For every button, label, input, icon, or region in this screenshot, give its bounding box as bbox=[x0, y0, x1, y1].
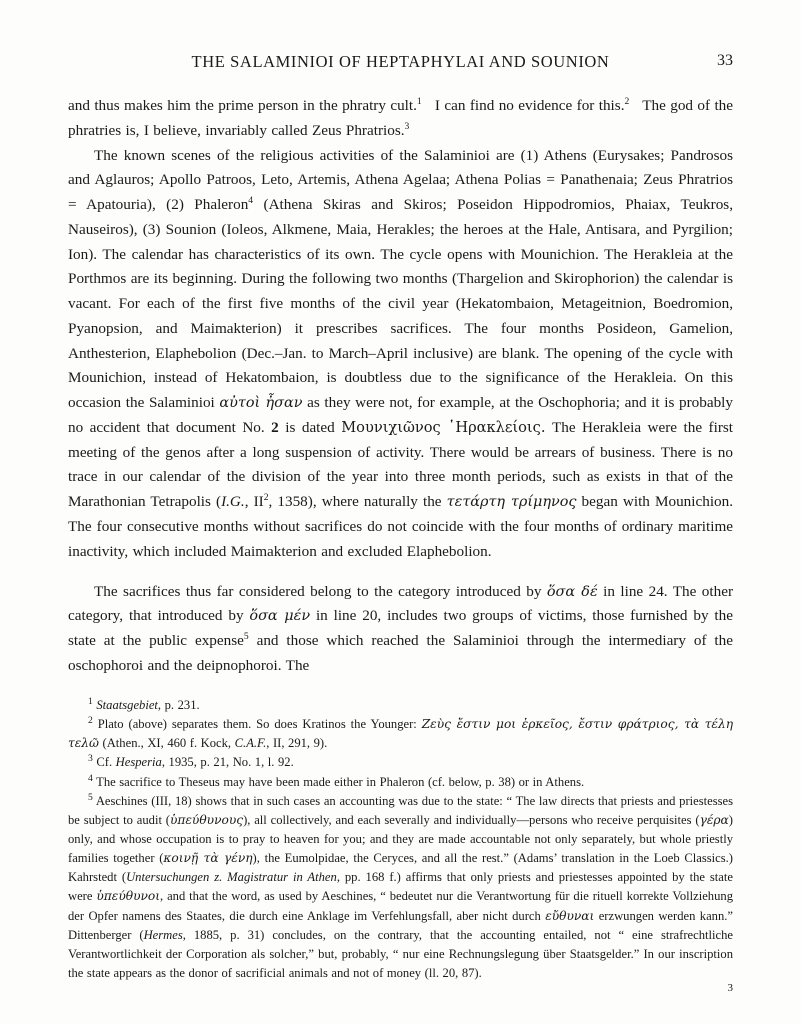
footnote-3-text-a: Cf. bbox=[96, 755, 113, 770]
p2-text-f: , II bbox=[244, 493, 264, 511]
footnote-2-caf: C.A.F. bbox=[234, 736, 267, 751]
footnote-5-text-f: , and that the word, as used by Aeschines, “ bedeutet nur die Verantwortung für die rituell korrekte Vollziehung der Opfer namens des Staates, die durch eine Anklage im Verfehlungsfall, aber nicht durch bbox=[68, 889, 733, 923]
footnote-5-text-e: , pp. 168 f.) affirms that only priests and priestesses appointed by the state were bbox=[68, 870, 733, 904]
footnote-3-hesperia: Hesperia bbox=[115, 755, 162, 770]
footnote-1-text: , p. 231. bbox=[157, 698, 200, 712]
footnote-5-hermes: Hermes bbox=[143, 927, 183, 942]
footnote-2-marker: 2 bbox=[88, 714, 93, 726]
footnote-3-marker: 3 bbox=[88, 753, 93, 765]
footnote-2-text-a: Plato (above) separates them. So does Kratinos the Younger: bbox=[97, 717, 417, 732]
footnote-2-text-b: (Athen., XI, 460 f. Kock, bbox=[102, 736, 232, 751]
footnote-ref-4[interactable]: 4 bbox=[248, 195, 254, 206]
signature-mark: 3 bbox=[727, 982, 733, 994]
footnote-2-greek: Ζεὺς ἔστιν μοι ἑρκεῖος, ἔστιν φράτριος, τὰ τέλη τελῶ bbox=[68, 717, 733, 751]
footnote-5 bbox=[68, 792, 733, 983]
footnotes-block bbox=[68, 690, 733, 983]
greek-autoi-esan: αὐτοὶ ἦσαν bbox=[219, 395, 303, 412]
p2-text-c: as they were not, for example, at the Oschophoria; and it is probably no accident that document No. bbox=[68, 394, 733, 436]
footnote-2 bbox=[68, 715, 733, 753]
p2-text-h: began with Mounichion. The four consecutive months without sacrifices do not coincide with the four months of ordinary maritime inactivity, which included Maimakterion and excluded Elaphebolion. bbox=[68, 493, 734, 560]
greek-hosa-men: ὅσα μέν bbox=[249, 608, 311, 625]
p3-text-c: in line 20, includes two groups of victims, those furnished by the state at the public expense bbox=[68, 607, 733, 650]
greek-hosa-de: ὅσα δέ bbox=[546, 583, 598, 600]
footnote-2-text-c: , II, 291, 9). bbox=[266, 736, 328, 751]
footnote-ref-1[interactable]: 1 bbox=[416, 95, 422, 107]
footnote-5-kahrstedt-title: Untersuchungen z. Magistratur in Athen bbox=[126, 870, 337, 885]
footnote-5-greek-2: γέρα bbox=[699, 812, 729, 827]
p1-text-a: and thus makes him the prime person in the phratry cult. bbox=[68, 97, 417, 114]
footnote-5-text-a: Aeschines (III, 18) shows that in such cases an accounting was due to the state: “ The law directs that priests and priestesses be subject to audit ( bbox=[68, 793, 734, 827]
footnote-5-greek-1: ὑπεύθυνους bbox=[169, 812, 244, 827]
page-header bbox=[68, 52, 733, 72]
p3-text-b: in line 24. The other category, that introduced by bbox=[68, 582, 734, 625]
footnote-5-text-d: ), the Eumolpidae, the Ceryces, and all the rest.” (Adams’ translation in the Loeb Classics.) Kahrstedt ( bbox=[68, 851, 733, 885]
footnote-1-title: Staatsgebiet bbox=[96, 698, 158, 712]
paragraph-2 bbox=[68, 144, 733, 565]
footnote-5-text-b: ), all collectively, and each severally and individually—persons who receive perquisites ( bbox=[243, 812, 700, 827]
p2-text-a: The known scenes of the religious activities of the Salaminioi are (1) Athens (Eurysakes; Pandrosos and Aglauros; Apollo Patroos, Leto, Artemis, Athena Agelaa; Athena Polias = Panathenaia; Zeus Phratrios = Apatouria), (2) Phaleron bbox=[68, 146, 733, 214]
paragraph-3 bbox=[68, 580, 733, 679]
footnote-3 bbox=[68, 753, 733, 772]
greek-tetarte-trimenos: τετάρτη τρίμηνος bbox=[446, 494, 577, 511]
footnote-ref-5[interactable]: 5 bbox=[243, 631, 249, 643]
footnote-5-text-g: erzwungen werden kann.” Dittenberger ( bbox=[68, 908, 733, 942]
p1-text-b: I can find no evidence for this. bbox=[434, 97, 625, 114]
p1-text-c: The god of the phratries is, I believe, invariably called Zeus Phratrios. bbox=[68, 97, 734, 139]
p3-text-a: The sacrifices thus far considered belong to the category introduced by bbox=[94, 582, 542, 600]
footnote-5-greek-4: ὑπεύθυνοι bbox=[96, 889, 161, 904]
greek-mounichionos: Μουνιχιῶνος ῾Ηρακλείοις. bbox=[341, 418, 546, 436]
footnote-5-greek-5: εὔθυναι bbox=[545, 908, 595, 923]
p2-text-e: The Herakleia were the first meeting of the genos after a long suspension of activity. There would be arrears of business. There is no trace in our calendar of the division of the year into three month periods, such as exists in that of the Marathonian Tetrapolis ( bbox=[68, 418, 734, 511]
footnote-ref-3[interactable]: 3 bbox=[404, 120, 410, 132]
running-head: THE SALAMINIOI OF HEPTAPHYLAI AND SOUNION bbox=[191, 52, 610, 71]
citation-ig: I.G. bbox=[221, 493, 245, 511]
citation-superscript: 2 bbox=[263, 492, 269, 504]
footnote-1 bbox=[68, 696, 733, 715]
footnote-5-greek-3: κοινῇ τὰ γένη bbox=[163, 851, 253, 866]
footnote-3-text-b: , 1935, p. 21, No. 1, l. 92. bbox=[161, 755, 294, 770]
paragraph-1 bbox=[68, 94, 733, 144]
p2-text-b: (Athena Skiras and Skiros; Poseidon Hippodromios, Phaiax, Teukros, Nauseiros), (3) Sounion (Ioleos, Alkmene, Maia, Herakles; the heroes at the Hale, Antisara, and Pyrgilion; Ion). The calendar has characteristics of its own. The cycle opens with Mounichion. The Herakleia at the Porthmos are its beginning. During the following two months (Thargelion and Skirophorion) the calendar is vacant. For each of the first five months of the civil year (Hekatombaion, Metageitnion, Boedromion, Pyanopsion, and Maimakterion) it prescribes sacrifices. The four months Posideon, Gamelion, Anthesterion, Elaphebolion (Dec.–Jan. to March–April inclusive) are blank. The opening of the cycle with Mounichion, instead of Hekatombaion, is doubtless due to the significance of the Herakleia. On this occasion the Salaminioi bbox=[68, 196, 733, 412]
footnote-5-marker: 5 bbox=[88, 791, 93, 803]
footnote-1-marker: 1 bbox=[88, 695, 93, 707]
footnote-ref-2[interactable]: 2 bbox=[624, 95, 630, 107]
footnote-5-text-c: ) only, and whose occupation is to pray to heaven for you; and they are made accountable not only separately, but whole priestly families together ( bbox=[68, 812, 733, 866]
page-number: 33 bbox=[717, 52, 733, 69]
p3-text-d: and those which reached the Salaminioi through the intermediary of the oschophoroi and the deipnophoroi. The bbox=[68, 632, 733, 674]
p2-text-g: , 1358), where naturally the bbox=[268, 493, 442, 511]
footnote-4-marker: 4 bbox=[88, 772, 93, 784]
footnote-5-text-h: , 1885, p. 31) concludes, on the contrary, that the accounting entailed, not “ eine strafrechtliche Verantwortlichkeit der Corporation als solcher,” but, probably, “ nur eine Rechnungslegung über Staatsgelder.” In our inscription the state appears as the donor of sacrificial animals and not of money (ll. 20, 87). bbox=[68, 927, 733, 980]
page-content bbox=[68, 52, 733, 679]
document-number: 2 bbox=[271, 418, 279, 436]
footnote-4 bbox=[68, 773, 733, 792]
footnote-4-text: The sacrifice to Theseus may have been made either in Phaleron (cf. below, p. 38) or in Athens. bbox=[96, 774, 585, 789]
p2-text-d: is dated bbox=[285, 418, 335, 436]
